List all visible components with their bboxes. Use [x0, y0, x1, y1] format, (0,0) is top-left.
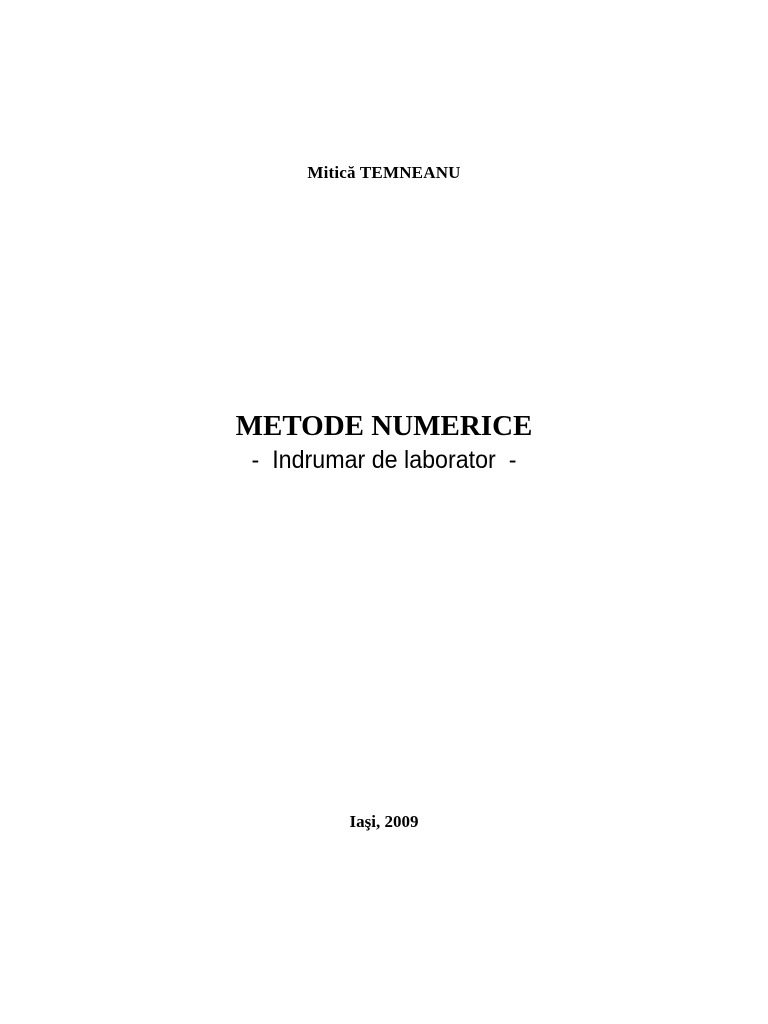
- author-name: Mitică TEMNEANU: [307, 163, 461, 182]
- book-subtitle: - Indrumar de laborator -: [251, 446, 517, 474]
- book-title: METODE NUMERICE: [235, 410, 533, 442]
- publication-place-year: Iaşi, 2009: [349, 812, 419, 831]
